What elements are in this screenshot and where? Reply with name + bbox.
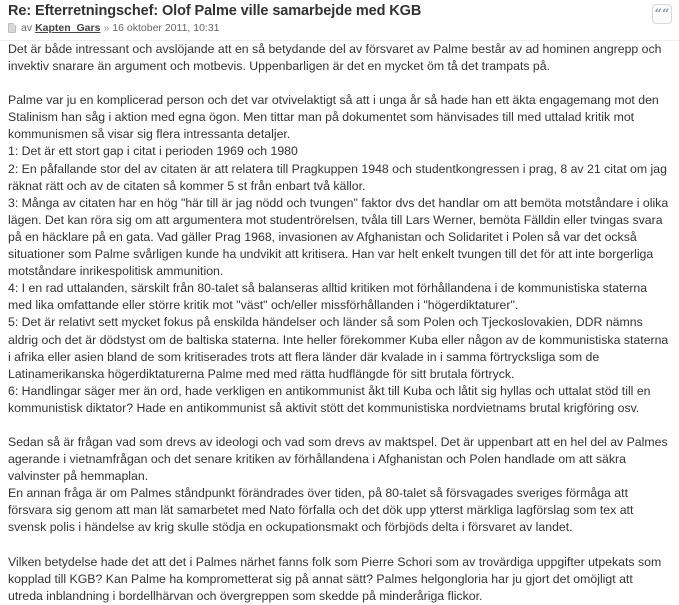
quote-button[interactable]: [652, 4, 672, 24]
byline-by-word: av: [21, 22, 33, 34]
post-paragraph: 4: I en rad uttalanden, särskilt från 80-talet så balanseras alltid kritiken mot förhållandena i de kommunistiska staterna med lika omfattande eller större kritik mot "väst" och/eller missförhållanden i "högerdiktaturer".: [8, 281, 648, 313]
post-paragraph: Palme var ju en komplicerad person och det var otvivelaktigt så att i unga år så hade han ett äkta engagemang mot den Stalinism han såg i aktion med egna ögon. Men tittar man på dokumentet som hänvisades till med uttalad kritik mot kommunismen så visar sig flera intressanta detaljer.: [8, 93, 659, 142]
quote-icon: ““: [654, 7, 670, 22]
post-title: Re: Efterretningschef: Olof Palme ville samarbejde med KGB: [8, 3, 422, 19]
byline-separator: »: [103, 22, 110, 34]
post-byline: [8, 21, 671, 35]
post-paragraph: 5: Det är relativt sett mycket fokus på enskilda händelser och länder så som Polen och Tjeckoslovakien, DDR nämns aldrig och det är dödstyst om de baltiska staterna. Inte heller förekommer Kuba eller någon av de kommunistiska staterna i afrika eller asien bland de som kritiserades trots att flera länder där kvalade in i samma förtrycksliga som de Latinamerikanska högerdiktaturerna Palme med med rätta hudflängde för sitt brutala förtryck.: [8, 315, 669, 381]
post-paragraph: Vilken betydelse hade det att det i Palmes närhet fanns folk som Pierre Schori som av trovärdiga uppgifter utpekats som kopplad till KGB? Kan Palme ha komprometterat sig på annat sätt? Palmes helgongloria har ju gjort det omöjligt att utreda inblandning i bordellhärvan och övergreppen som skedde på minderåriga flickor.: [8, 554, 662, 603]
post-paragraph: 1: Det är ett stort gap i citat i perioden 1969 och 1980: [8, 144, 298, 159]
post-paragraph: Det är både intressant och avslöjande att en så betydande del av försvaret av Palme består av ad hominen angrepp och invektiv snarare än argument och motbevis. Uppenbarligen är det en mycket öm tå det trampats på.: [8, 42, 662, 74]
post-date: 16 oktober 2011, 10:31: [112, 22, 220, 34]
post-body: [0, 41, 679, 605]
post-paragraph: 2: En påfallande stor del av citaten är att relatera till Pragkuppen 1948 och studentkongressen i prag, 8 av 21 citat om jag räknat rätt och av de citaten så kommer 5 st från enbart två källor.: [8, 161, 667, 193]
post-paragraph: 6: Handlingar säger mer än ord, hade verkligen en antikommunist åkt till Kuba och låtit sig hyllas och uttalat stöd till en kommunistisk diktator? Hade en antikommunist så aktivit stött det kommunistiska nordvietnams brutal krigföring osv.: [8, 383, 651, 415]
post-paragraph: 3: Många av citaten har en hög "här till är jag nödd och tvungen" faktor dvs det handlar om att bemöta motståndare i olika lägen. Det kan röra sig om att argumentera mot studentrörelsen, tvåla till Lars Werner, bemöta Fälldin eller tvingas svara på en häcklare på en gata. Vad gäller Prag 1968, invasionen av Afghanistan och Solidaritet i Polen så var det också situationer som Palme svårligen kunde ha undvikit att kritisera. Han var helt enkelt tvungen till det för att inte borgerliga motståndare inrikespolitisk ammunition.: [8, 195, 669, 279]
post-author-link[interactable]: Kapten_Gars: [35, 22, 101, 34]
post-page-icon: [8, 23, 16, 33]
post-paragraph: En annan fråga är om Palmes ståndpunkt förändrades över tiden, på 80-talet så försvagades sveriges förmåga att försvara sig genom att man lät samarbetet med Nato förfalla och det dök upp ytterst märkliga lagförslag som tex att svensk polis i händelse av krig skulle stödja en ockupationsmakt och förbjöds delta i försvaret av landet.: [8, 486, 634, 535]
post-paragraph: Sedan så är frågan vad som drevs av ideologi och vad som drevs av maktspel. Det är uppenbart att en hel del av Palmes agerande i vietnamfrågan och det senare kritiken av förhållandena i Afghanistan och Polen handlade om att säkra valvinster på hemmaplan.: [8, 434, 668, 484]
post-header: [0, 0, 679, 35]
